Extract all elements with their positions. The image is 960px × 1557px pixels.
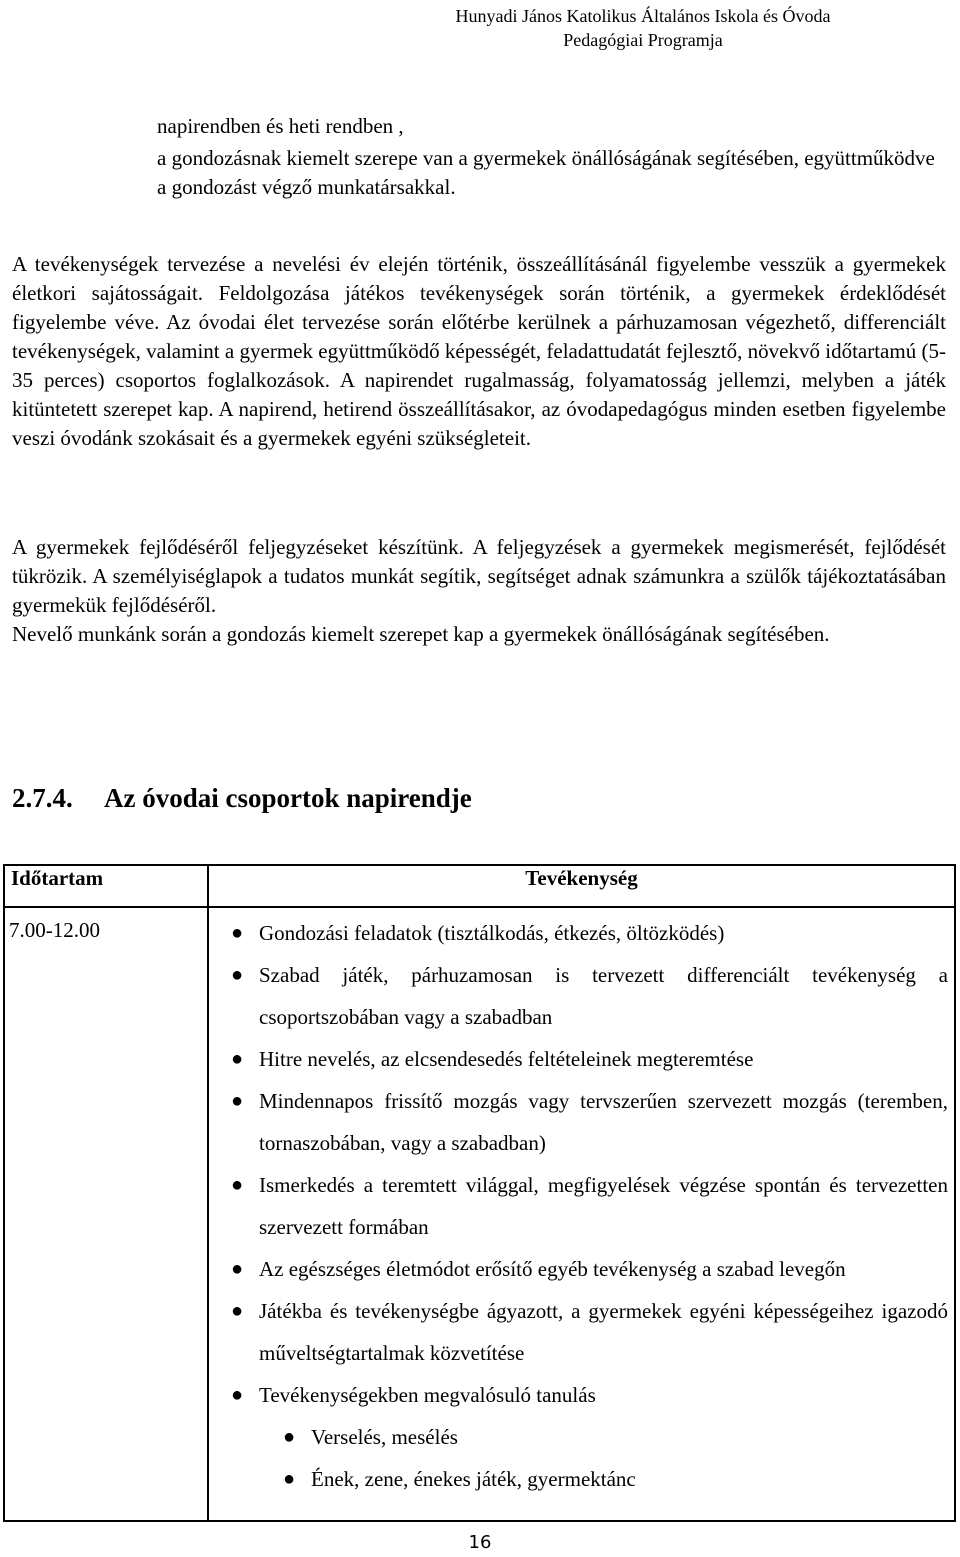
bullet-icon: ●	[231, 1090, 244, 1112]
paragraph-planning	[12, 250, 946, 453]
header-school: Hunyadi János Katolikus Általános Iskola és Óvoda	[455, 6, 831, 26]
activity-text: Mindennapos frissítő mozgás vagy tervszerűen szervezett mozgás (teremben, tornaszobában, vagy a szabadban)	[259, 1089, 948, 1155]
list-item	[283, 1416, 948, 1458]
list-item	[231, 954, 948, 1038]
column-header-time: Időtartam	[4, 865, 208, 907]
activity-text: Tevékenységekben megvalósuló tanulás	[259, 1383, 596, 1407]
section-heading	[12, 783, 472, 814]
list-item	[231, 1080, 948, 1164]
activity-text: Gondozási feladatok (tisztálkodás, étkezés, öltözködés)	[259, 921, 725, 945]
activities-cell	[208, 907, 955, 1521]
list-item	[231, 912, 948, 954]
intro-item: a gondozásnak kiemelt szerepe van a gyermekek önállóságának segítésében, együttműködve a gondozást végző munkatársakkal.	[157, 146, 935, 199]
sub-activity-text: Verselés, mesélés	[311, 1425, 458, 1449]
bullet-icon: ●	[231, 1048, 244, 1070]
paragraph-text: A tevékenységek tervezése a nevelési év elején történik, összeállításánál figyelembe vesszük a gyermekek életkori sajátosságait. Feldolgozása játékos tevékenységek során történik, a gyermekek érdeklődését figyelembe véve. Az óvodai élet tervezése során előtérbe kerülnek a párhuzamosan végezhető, differenciált tevékenységek, valamint a gyermek együttműködő képességét, feladattudatát fejlesztő, növekvő időtartamú (5-35 perces) csoportos foglalkozások. A napirendet rugalmasság, folyamatosság jellemzi, melyben a játék kitüntetett szerepet kap. A napirend, hetirend összeállításakor, az óvodapedagógus minden esetben figyelembe veszi óvodánk szokásait és a gyermekek egyéni szükségleteit.	[12, 252, 946, 450]
bullet-icon: ●	[283, 1468, 296, 1490]
paragraph-records	[12, 533, 946, 649]
intro-item: napirendben és heti rendben ,	[157, 114, 404, 138]
sub-activity-list	[259, 1416, 948, 1500]
list-item	[231, 1164, 948, 1248]
time-cell: 7.00-12.00	[4, 907, 208, 1521]
header-program: Pedagógiai Programja	[563, 30, 723, 50]
list-item	[231, 1038, 948, 1080]
section-number: 2.7.4.	[12, 783, 73, 813]
bullet-icon: ●	[231, 1258, 244, 1280]
activity-text: Játékba és tevékenységbe ágyazott, a gyermekek egyéni képességeihez igazodó műveltségtartalmak közvetítése	[259, 1299, 948, 1365]
activity-list	[231, 912, 948, 1500]
sub-activity-text: Ének, zene, énekes játék, gyermektánc	[311, 1467, 636, 1491]
paragraph-text: Nevelő munkánk során a gondozás kiemelt szerepet kap a gyermekek önállóságának segítésében.	[12, 622, 830, 646]
bullet-icon: ●	[231, 1384, 244, 1406]
activity-text: Hitre nevelés, az elcsendesedés feltételeinek megteremtése	[259, 1047, 754, 1071]
bullet-icon: ●	[231, 1174, 244, 1196]
section-title: Az óvodai csoportok napirendje	[104, 783, 472, 813]
activity-text: Az egészséges életmódot erősítő egyéb tevékenység a szabad levegőn	[259, 1257, 846, 1281]
paragraph-text: A gyermekek fejlődéséről feljegyzéseket készítünk. A feljegyzések a gyermekek megismerését, fejlődését tükrözik. A személyiséglapok a tudatos munkát segítik, segítséget adnak számunkra a szülők tájékoztatásában gyermekük fejlődéséről.	[12, 535, 946, 617]
list-item	[283, 1458, 948, 1500]
intro-list	[157, 112, 947, 205]
page-number: 16	[468, 1532, 492, 1553]
table-header-row	[4, 865, 955, 907]
bullet-icon: ●	[283, 1426, 296, 1448]
schedule-table	[3, 864, 956, 1522]
bullet-icon: ●	[231, 1300, 244, 1322]
list-item	[231, 1374, 948, 1500]
bullet-icon: ●	[231, 964, 244, 986]
list-item	[231, 1248, 948, 1290]
column-header-activity: Tevékenység	[208, 865, 955, 907]
list-item	[231, 1290, 948, 1374]
activity-text: Szabad játék, párhuzamosan is tervezett differenciált tevékenység a csoportszobában vagy a szabadban	[259, 963, 948, 1029]
table-row	[4, 907, 955, 1521]
activity-text: Ismerkedés a teremtett világgal, megfigyelések végzése spontán és tervezetten szervezett formában	[259, 1173, 948, 1239]
page-header	[0, 4, 960, 52]
bullet-icon: ●	[231, 922, 244, 944]
